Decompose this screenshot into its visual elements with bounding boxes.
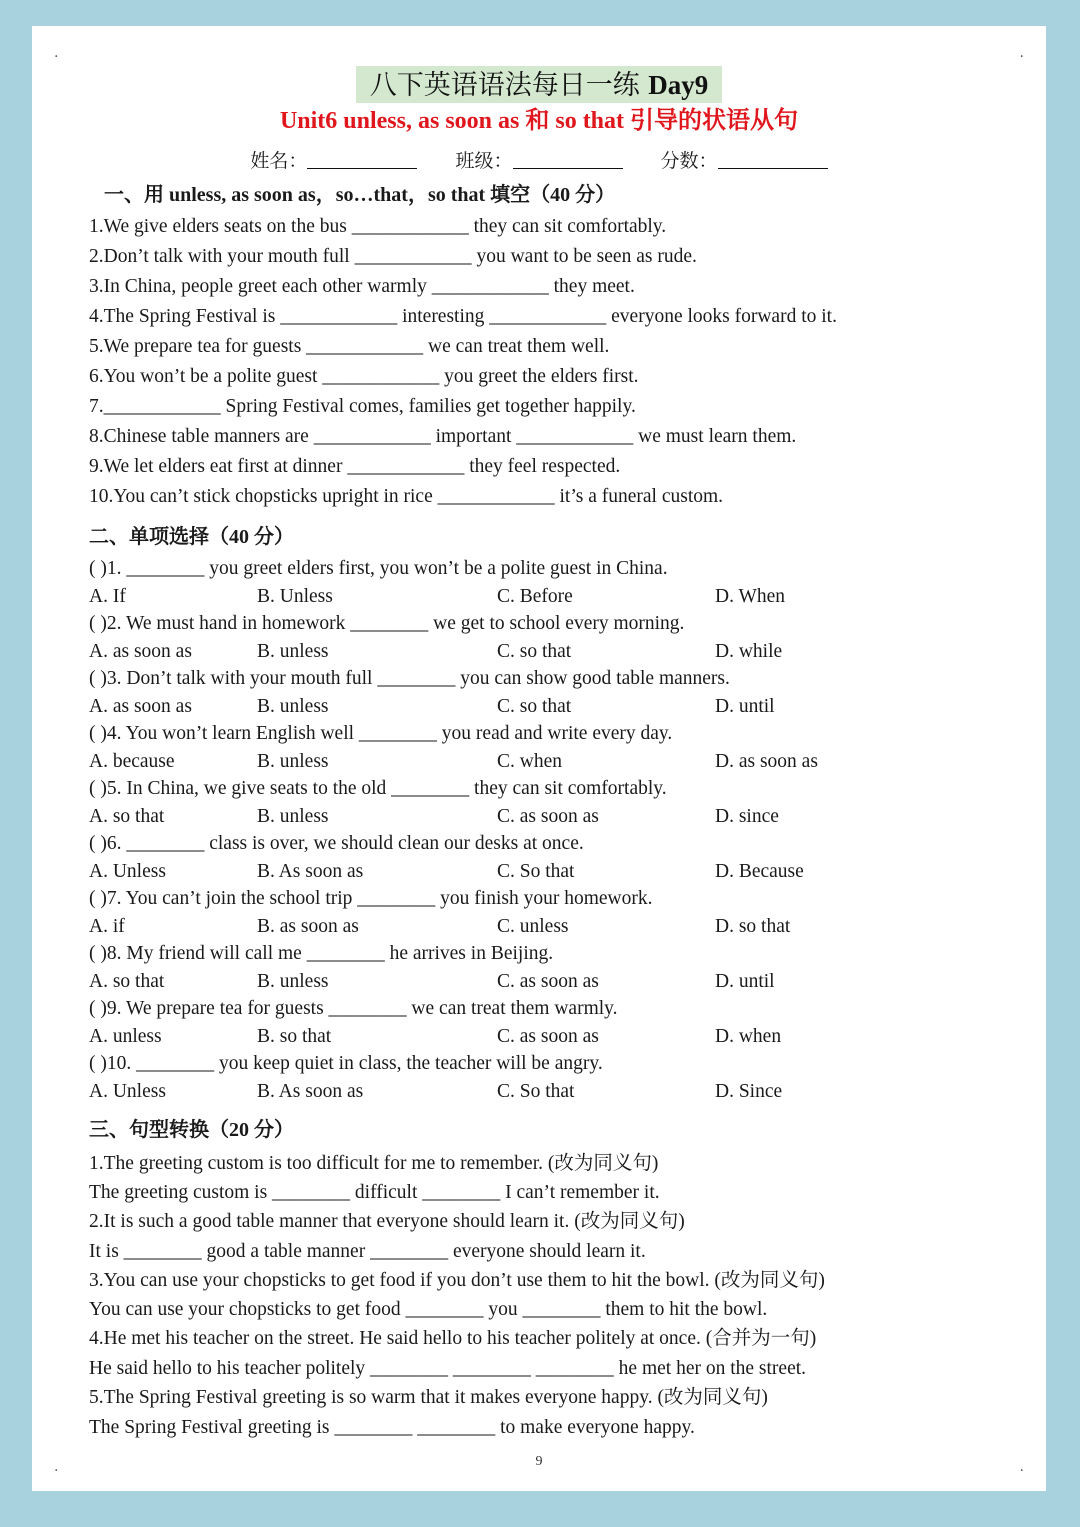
choice-option: C. as soon as <box>497 971 599 992</box>
choice-question: ( )8. My friend will call me ________ he arrives in Beijing. <box>89 943 554 964</box>
fill-item: 9.We let elders eat first at dinner ____________ they feel respected. <box>89 456 621 477</box>
corner-mark: . <box>1019 45 1024 61</box>
corner-mark: . <box>1019 1459 1024 1475</box>
choice-option: B. unless <box>257 971 329 992</box>
choice-option: D. while <box>715 641 783 662</box>
choice-option: D. when <box>715 1026 782 1047</box>
choice-option: B. Unless <box>257 586 333 607</box>
fill-item: 7.____________ Spring Festival comes, families get together happily. <box>89 396 636 417</box>
choice-option: D. until <box>715 971 775 992</box>
choice-option: D. as soon as <box>715 751 818 772</box>
choice-option: B. As soon as <box>257 1081 364 1102</box>
choice-question: ( )1. ________ you greet elders first, you won’t be a polite guest in China. <box>89 558 668 579</box>
choice-question: ( )3. Don’t talk with your mouth full ________ you can show good table manners. <box>89 668 730 689</box>
fill-item: 2.Don’t talk with your mouth full ____________ you want to be seen as rude. <box>89 246 697 267</box>
choice-option: C. Before <box>497 586 573 607</box>
choice-option: C. unless <box>497 916 569 937</box>
student-info-line <box>32 148 1046 174</box>
choice-option: A. Unless <box>89 1081 166 1102</box>
title-day: Day9 <box>648 70 709 100</box>
fill-item: 10.You can’t stick chopsticks upright in rice ____________ it’s a funeral custom. <box>89 486 724 507</box>
choice-option: C. So that <box>497 1081 575 1102</box>
choice-option: B. unless <box>257 696 329 717</box>
choice-question: ( )5. In China, we give seats to the old ________ they can sit comfortably. <box>89 778 667 799</box>
choice-option: A. as soon as <box>89 641 192 662</box>
score-label: 分数： <box>660 150 718 172</box>
choice-question: ( )7. You can’t join the school trip ________ you finish your homework. <box>89 888 653 909</box>
choice-option: C. So that <box>497 861 575 882</box>
worksheet-page <box>32 26 1046 1491</box>
choice-option: B. unless <box>257 751 329 772</box>
section3-title: 三、句型转换（20 分） <box>89 1119 294 1141</box>
fill-item: 6.You won’t be a polite guest ____________ you greet the elders first. <box>89 366 639 387</box>
choice-option: A. so that <box>89 971 165 992</box>
score-field[interactable] <box>718 150 828 169</box>
transform-line: You can use your chopsticks to get food ________ you ________ them to hit the bowl. <box>89 1299 768 1320</box>
choice-option: C. as soon as <box>497 1026 599 1047</box>
choice-option: D. Because <box>715 861 804 882</box>
choice-option: A. so that <box>89 806 165 827</box>
class-label: 班级： <box>455 150 513 172</box>
choice-option: B. as soon as <box>257 916 359 937</box>
choice-option: B. As soon as <box>257 861 364 882</box>
transform-line: 2.It is such a good table manner that everyone should learn it. (改为同义句) <box>89 1211 685 1232</box>
choice-option: A. If <box>89 586 126 607</box>
choice-question: ( )9. We prepare tea for guests ________ we can treat them warmly. <box>89 998 618 1019</box>
fill-item: 4.The Spring Festival is ____________ interesting ____________ everyone looks forward to it. <box>89 306 837 327</box>
fill-item: 8.Chinese table manners are ____________ important ____________ we must learn them. <box>89 426 797 447</box>
choice-option: B. unless <box>257 806 329 827</box>
page-title <box>356 66 723 103</box>
page-subtitle: Unit6 unless, as soon as 和 so that 引导的状语从句 <box>279 108 799 134</box>
choice-question: ( )10. ________ you keep quiet in class, the teacher will be angry. <box>89 1053 603 1074</box>
choice-option: D. since <box>715 806 779 827</box>
choice-option: C. so that <box>497 641 572 662</box>
choice-option: B. unless <box>257 641 329 662</box>
corner-mark: . <box>54 45 59 61</box>
choice-option: A. as soon as <box>89 696 192 717</box>
transform-line: The Spring Festival greeting is ________ ________ to make everyone happy. <box>89 1417 695 1438</box>
fill-item: 3.In China, people greet each other warmly ____________ they meet. <box>89 276 635 297</box>
class-field[interactable] <box>513 150 623 169</box>
choice-option: A. if <box>89 916 125 937</box>
transform-line: 3.You can use your chopsticks to get food if you don’t use them to hit the bowl. (改为同义句) <box>89 1270 825 1291</box>
choice-option: A. Unless <box>89 861 166 882</box>
transform-line: The greeting custom is ________ difficult ________ I can’t remember it. <box>89 1182 660 1203</box>
transform-line: 5.The Spring Festival greeting is so warm that it makes everyone happy. (改为同义句) <box>89 1387 768 1408</box>
choice-option: C. as soon as <box>497 806 599 827</box>
transform-line: He said hello to his teacher politely ________ ________ ________ he met her on the street. <box>89 1358 807 1379</box>
section1-title: 一、用 unless, as soon as，so…that，so that 填空（40 分） <box>104 184 616 206</box>
transform-line: 4.He met his teacher on the street. He said hello to his teacher politely at once. (合并为一句) <box>89 1328 817 1349</box>
choice-option: D. until <box>715 696 775 717</box>
fill-item: 5.We prepare tea for guests ____________ we can treat them well. <box>89 336 610 357</box>
choice-option: A. because <box>89 751 175 772</box>
choice-option: D. so that <box>715 916 791 937</box>
title-chinese: 八下英语语法每日一练 <box>369 70 640 101</box>
name-field[interactable] <box>307 150 417 169</box>
page-number: 9 <box>535 1454 543 1469</box>
choice-question: ( )6. ________ class is over, we should clean our desks at once. <box>89 833 584 854</box>
choice-option: D. Since <box>715 1081 783 1102</box>
choice-option: B. so that <box>257 1026 332 1047</box>
section2-title: 二、单项选择（40 分） <box>89 526 294 548</box>
choice-option: C. so that <box>497 696 572 717</box>
transform-line: 1.The greeting custom is too difficult for me to remember. (改为同义句) <box>89 1153 659 1174</box>
choice-option: C. when <box>497 751 562 772</box>
choice-question: ( )4. You won’t learn English well ________ you read and write every day. <box>89 723 673 744</box>
transform-line: It is ________ good a table manner ________ everyone should learn it. <box>89 1241 646 1262</box>
choice-option: D. When <box>715 586 786 607</box>
name-label: 姓名： <box>250 150 308 172</box>
fill-item: 1.We give elders seats on the bus ____________ they can sit comfortably. <box>89 216 667 237</box>
choice-option: A. unless <box>89 1026 162 1047</box>
corner-mark: . <box>54 1459 59 1475</box>
choice-question: ( )2. We must hand in homework ________ we get to school every morning. <box>89 613 685 634</box>
